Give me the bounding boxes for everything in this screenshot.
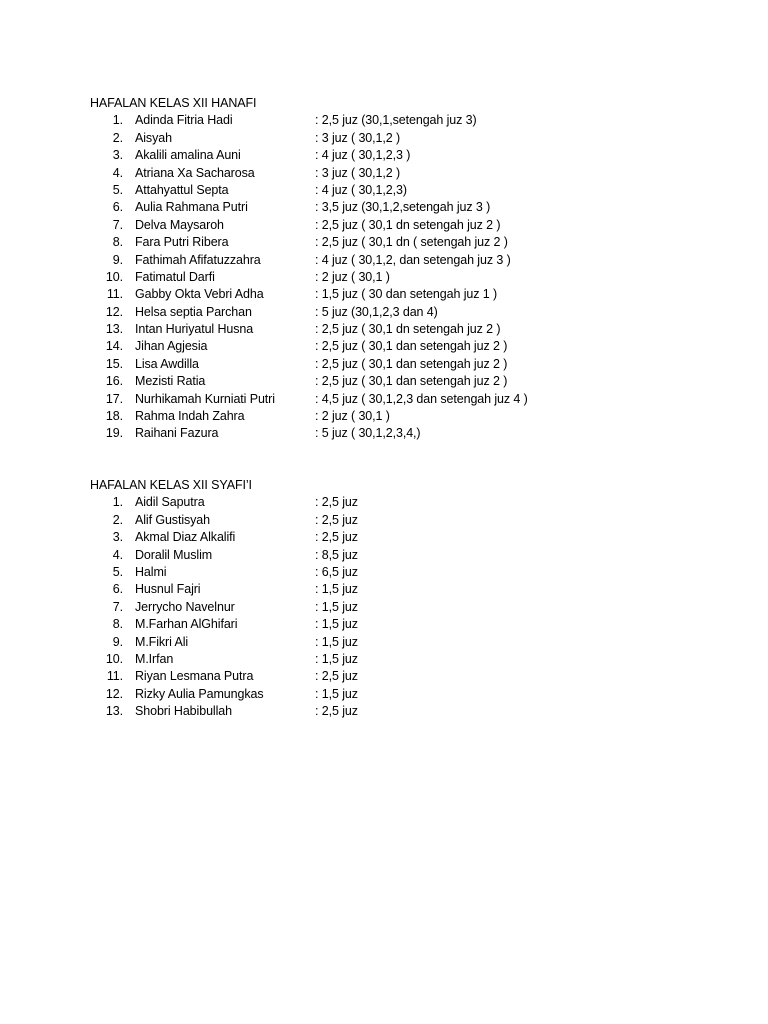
list-item <box>90 703 690 720</box>
student-name: Adinda Fitria Hadi <box>135 113 233 128</box>
item-number: 6. <box>112 200 123 215</box>
student-name: Nurhikamah Kurniati Putri <box>135 391 275 406</box>
list-item <box>90 147 690 164</box>
list-item <box>90 686 690 703</box>
student-name: Raihani Fazura <box>135 426 219 441</box>
item-number: 11. <box>106 669 123 684</box>
hafalan-amount: : 5 juz ( 30,1,2,3,4,) <box>315 426 421 441</box>
item-number: 10. <box>105 269 123 284</box>
student-name: Fara Putri Ribera <box>135 235 229 250</box>
hafalan-amount: : 4 juz ( 30,1,2,3 ) <box>315 148 411 163</box>
item-number: 5. <box>112 182 123 197</box>
hafalan-amount: : 6,5 juz <box>315 564 358 579</box>
list-item <box>90 408 690 425</box>
list-item <box>90 391 690 408</box>
student-name: Fathimah Afifatuzzahra <box>135 252 261 267</box>
student-name: Halmi <box>135 564 167 579</box>
hafalan-amount: : 1,5 juz <box>315 617 358 632</box>
hafalan-amount: : 4 juz ( 30,1,2, dan setengah juz 3 ) <box>315 252 511 267</box>
item-number: 16. <box>105 374 123 389</box>
student-name: Fatimatul Darfi <box>135 269 215 284</box>
hafalan-amount: : 1,5 juz <box>315 686 358 701</box>
list-item <box>90 616 690 633</box>
hafalan-amount: : 2,5 juz <box>315 512 358 527</box>
item-number: 9. <box>112 634 123 649</box>
list-item <box>90 547 690 564</box>
student-name: M.Irfan <box>135 651 174 666</box>
student-name: Helsa septia Parchan <box>135 304 252 319</box>
student-name: M.Fikri Ali <box>135 634 189 649</box>
item-number: 12. <box>105 304 123 319</box>
item-number: 15. <box>105 356 123 371</box>
student-name: Riyan Lesmana Putra <box>135 669 254 684</box>
hafalan-amount: : 1,5 juz <box>315 651 358 666</box>
list-item <box>90 252 690 269</box>
list-item <box>90 130 690 147</box>
item-number: 3. <box>112 530 123 545</box>
list-item <box>90 112 690 129</box>
list-item <box>90 321 690 338</box>
section-title-syafii: HAFALAN KELAS XII SYAFI’I <box>90 478 252 492</box>
list-item <box>90 338 690 355</box>
student-name: Alif Gustisyah <box>135 512 211 527</box>
item-number: 19. <box>105 426 123 441</box>
item-number: 1. <box>112 113 123 128</box>
hafalan-amount: : 2 juz ( 30,1 ) <box>315 409 390 424</box>
item-number: 14. <box>105 339 123 354</box>
student-name: Doralil Muslim <box>135 547 213 562</box>
item-number: 2. <box>112 130 123 145</box>
item-number: 4. <box>112 165 123 180</box>
list-item <box>90 651 690 668</box>
item-number: 9. <box>112 252 123 267</box>
item-number: 5. <box>112 564 123 579</box>
item-number: 3. <box>112 148 123 163</box>
item-number: 6. <box>112 582 123 597</box>
list-item <box>90 269 690 286</box>
item-number: 8. <box>112 617 123 632</box>
student-name: Aulia Rahmana Putri <box>135 200 248 215</box>
item-number: 18. <box>105 409 123 424</box>
list-item <box>90 668 690 685</box>
hafalan-amount: : 3 juz ( 30,1,2 ) <box>315 130 401 145</box>
hafalan-amount: : 2,5 juz (30,1,setengah juz 3) <box>315 113 477 128</box>
hafalan-amount: : 1,5 juz <box>315 582 358 597</box>
hafalan-amount: : 2,5 juz ( 30,1 dan setengah juz 2 ) <box>315 374 508 389</box>
hafalan-amount: : 8,5 juz <box>315 547 358 562</box>
hafalan-amount: : 2,5 juz ( 30,1 dan setengah juz 2 ) <box>315 339 508 354</box>
hafalan-amount: : 5 juz (30,1,2,3 dan 4) <box>315 304 438 319</box>
list-item <box>90 286 690 303</box>
list-item <box>90 199 690 216</box>
item-number: 13. <box>105 322 123 337</box>
section-title-hanafi: HAFALAN KELAS XII HANAFI <box>90 96 257 110</box>
hafalan-amount: : 4 juz ( 30,1,2,3) <box>315 182 407 197</box>
hafalan-amount: : 2,5 juz <box>315 704 358 719</box>
student-name: Jihan Agjesia <box>135 339 208 354</box>
student-list-hanafi <box>90 112 690 442</box>
hafalan-amount: : 2,5 juz ( 30,1 dan setengah juz 2 ) <box>315 356 508 371</box>
list-item <box>90 234 690 251</box>
student-name: Akalili amalina Auni <box>135 148 241 163</box>
item-number: 17. <box>105 391 123 406</box>
list-item <box>90 217 690 234</box>
item-number: 7. <box>112 599 123 614</box>
student-name: M.Farhan AlGhifari <box>135 617 238 632</box>
student-list-syafii <box>90 494 690 720</box>
list-item <box>90 425 690 442</box>
student-name: Rahma Indah Zahra <box>135 409 245 424</box>
hafalan-amount: : 1,5 juz ( 30 dan setengah juz 1 ) <box>315 287 498 302</box>
student-name: Jerrycho Navelnur <box>135 599 235 614</box>
list-item <box>90 599 690 616</box>
student-name: Mezisti Ratia <box>135 374 206 389</box>
student-name: Attahyattul Septa <box>135 182 229 197</box>
item-number: 12. <box>105 686 123 701</box>
hafalan-amount: : 2,5 juz <box>315 495 358 510</box>
list-item <box>90 512 690 529</box>
hafalan-amount: : 2,5 juz ( 30,1 dn ( setengah juz 2 ) <box>315 235 508 250</box>
student-name: Aisyah <box>135 130 172 145</box>
item-number: 2. <box>112 512 123 527</box>
hafalan-amount: : 1,5 juz <box>315 599 358 614</box>
list-item <box>90 581 690 598</box>
item-number: 1. <box>112 495 123 510</box>
item-number: 8. <box>112 235 123 250</box>
hafalan-amount: : 1,5 juz <box>315 634 358 649</box>
student-name: Lisa Awdilla <box>135 356 199 371</box>
student-name: Aidil Saputra <box>135 495 205 510</box>
hafalan-amount: : 2 juz ( 30,1 ) <box>315 269 390 284</box>
student-name: Gabby Okta Vebri Adha <box>135 287 264 302</box>
item-number: 11. <box>106 287 123 302</box>
hafalan-amount: : 2,5 juz ( 30,1 dn setengah juz 2 ) <box>315 217 501 232</box>
student-name: Delva Maysaroh <box>135 217 224 232</box>
hafalan-amount: : 3 juz ( 30,1,2 ) <box>315 165 401 180</box>
student-name: Husnul Fajri <box>135 582 201 597</box>
list-item <box>90 373 690 390</box>
list-item <box>90 182 690 199</box>
student-name: Atriana Xa Sacharosa <box>135 165 255 180</box>
item-number: 4. <box>112 547 123 562</box>
hafalan-amount: : 3,5 juz (30,1,2,setengah juz 3 ) <box>315 200 491 215</box>
item-number: 13. <box>105 704 123 719</box>
student-name: Akmal Diaz Alkalifi <box>135 530 236 545</box>
list-item <box>90 304 690 321</box>
hafalan-amount: : 2,5 juz <box>315 530 358 545</box>
list-item <box>90 494 690 511</box>
list-item <box>90 529 690 546</box>
item-number: 7. <box>112 217 123 232</box>
item-number: 10. <box>105 651 123 666</box>
hafalan-amount: : 2,5 juz <box>315 669 358 684</box>
hafalan-amount: : 2,5 juz ( 30,1 dn setengah juz 2 ) <box>315 322 501 337</box>
student-name: Shobri Habibullah <box>135 704 232 719</box>
student-name: Rizky Aulia Pamungkas <box>135 686 264 701</box>
hafalan-amount: : 4,5 juz ( 30,1,2,3 dan setengah juz 4 ) <box>315 391 528 406</box>
list-item <box>90 165 690 182</box>
list-item <box>90 564 690 581</box>
list-item <box>90 356 690 373</box>
student-name: Intan Huriyatul Husna <box>135 322 254 337</box>
section-syafii <box>90 477 690 720</box>
section-hanafi <box>90 95 690 443</box>
list-item <box>90 634 690 651</box>
